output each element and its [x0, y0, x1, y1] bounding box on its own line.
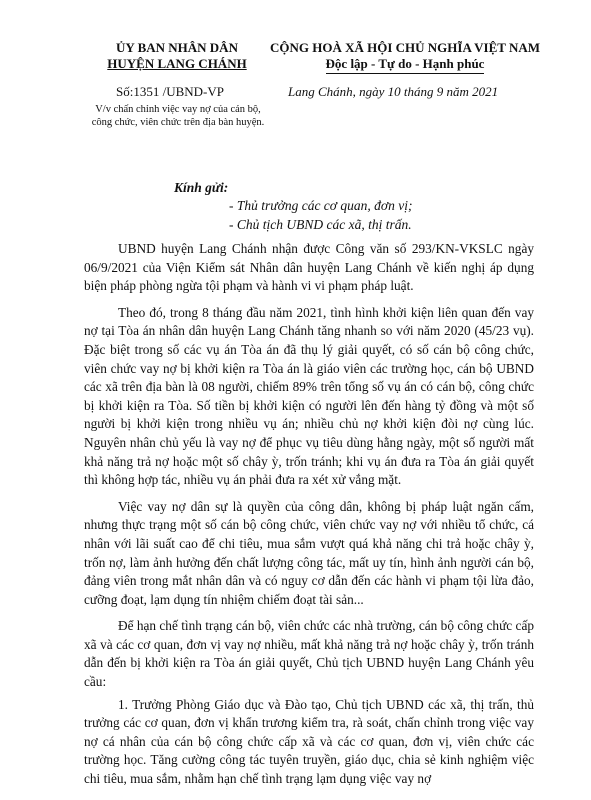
national-motto: [255, 40, 555, 74]
body-paragraph: UBND huyện Lang Chánh nhận được Công văn số 293/KN-VKSLC ngày 06/9/2021 của Viện Kiểm sát Nhân dân huyện Lang Chánh về kiến nghị áp dụng biện pháp phòng ngừa tội phạm và hành vi vi phạm pháp luật.: [84, 241, 534, 294]
body-paragraph: 1. Trưởng Phòng Giáo dục và Đào tạo, Chủ tịch UBND các xã, thị trấn, thủ trưởng các cơ quan, đơn vị khẩn trương kiểm tra, rà soát, chấn chỉnh trong việc vay nợ cá nhân của cán bộ công chức cấp xã và các cơ quan, đơn vị, viên chức các trường học. Tăng cường công tác tuyên truyền, giáo dục, chia sẻ kinh nghiệm việc chi tiêu, mua sắm, nhằm hạn chế tình trạng lạm dụng việc vay nợ: [84, 696, 534, 787]
agency-line1: ỦY BAN NHÂN DÂN: [116, 40, 238, 55]
greeting: Kính gửi:: [174, 180, 229, 195]
agency-line2: HUYỆN LANG CHÁNH: [107, 56, 247, 71]
nation-line2: Độc lập - Tự do - Hạnh phúc: [326, 56, 485, 74]
recipient-item: - Thủ trưởng các cơ quan, đơn vị;: [229, 198, 413, 213]
body-paragraph: Theo đó, trong 8 tháng đầu năm 2021, tình hình khởi kiện liên quan đến vay nợ tại Tòa án nhân dân huyện Lang Chánh tăng nhanh so với năm 2020 (45/23 vụ). Đặc biệt trong số các vụ án Tòa án đã thụ lý giải quyết, có số cán bộ công chức, viên chức vay nợ bị khởi kiện ra Tòa án là giáo viên các trường học, cán bộ UBND các xã trên địa bàn là 08 người, chiếm 89% trên tổng số vụ án có cán bộ, công chức bị khởi kiện ra Tòa. Số tiền bị khởi kiện có người lên đến hàng tỷ đồng và một số người bị khởi kiện trong nhiều vụ án; nhiều chủ nợ khởi kiện đòi nợ cùng lúc. Nguyên nhân chủ yếu là vay nợ để phục vụ tiêu dùng hằng ngày, một số người mất khả năng trả nợ hoặc một số chây ỳ, trốn tránh; khi vụ án đưa ra Tòa án giải quyết thì không hợp tác, nhiều vụ án phải đưa ra xét xử vắng mặt.: [84, 304, 534, 488]
body-paragraph: Việc vay nợ dân sự là quyền của công dân, không bị pháp luật ngăn cấm, nhưng thực trạng một số cán bộ công chức, viên chức vay nợ với nhiều tổ chức, cá nhân với lãi suất cao để chi tiêu, mua sắm vượt quá khả năng chi trả hoặc chây ỳ, trốn nợ, làm ảnh hưởng đến chất lượng công tác, mất uy tín, hình ảnh người cán bộ, đảng viên trong mắt nhân dân và có nguy cơ dẫn đến các hành vi phạm tội lừa đảo, cưỡng đoạt, lạm dụng tín nhiệm chiếm đoạt tài sản...: [84, 498, 534, 607]
issuing-agency: [88, 40, 266, 72]
document-date: Lang Chánh, ngày 10 tháng 9 năm 2021: [288, 84, 499, 99]
recipient-item: - Chủ tịch UBND các xã, thị trấn.: [229, 217, 412, 232]
nation-line1: CỘNG HOÀ XÃ HỘI CHỦ NGHĨA VIỆT NAM: [269, 40, 541, 55]
document-subject: V/v chấn chỉnh việc vay nợ của cán bộ, công chức, viên chức trên địa bàn huyện.: [91, 104, 265, 128]
body-paragraph: Để hạn chế tình trạng cán bộ, viên chức các nhà trường, cán bộ công chức cấp xã và các cơ quan, đơn vị vay nợ nhiều, mất khả năng trả nợ hoặc chây ỳ, trốn tránh dẫn đến bị khởi kiện ra Tòa án giải quyết, Chủ tịch UBND huyện Lang Chánh yêu cầu:: [84, 618, 534, 690]
document-number: Số:1351 /UBND-VP: [116, 84, 224, 99]
letter-body: [84, 240, 534, 797]
